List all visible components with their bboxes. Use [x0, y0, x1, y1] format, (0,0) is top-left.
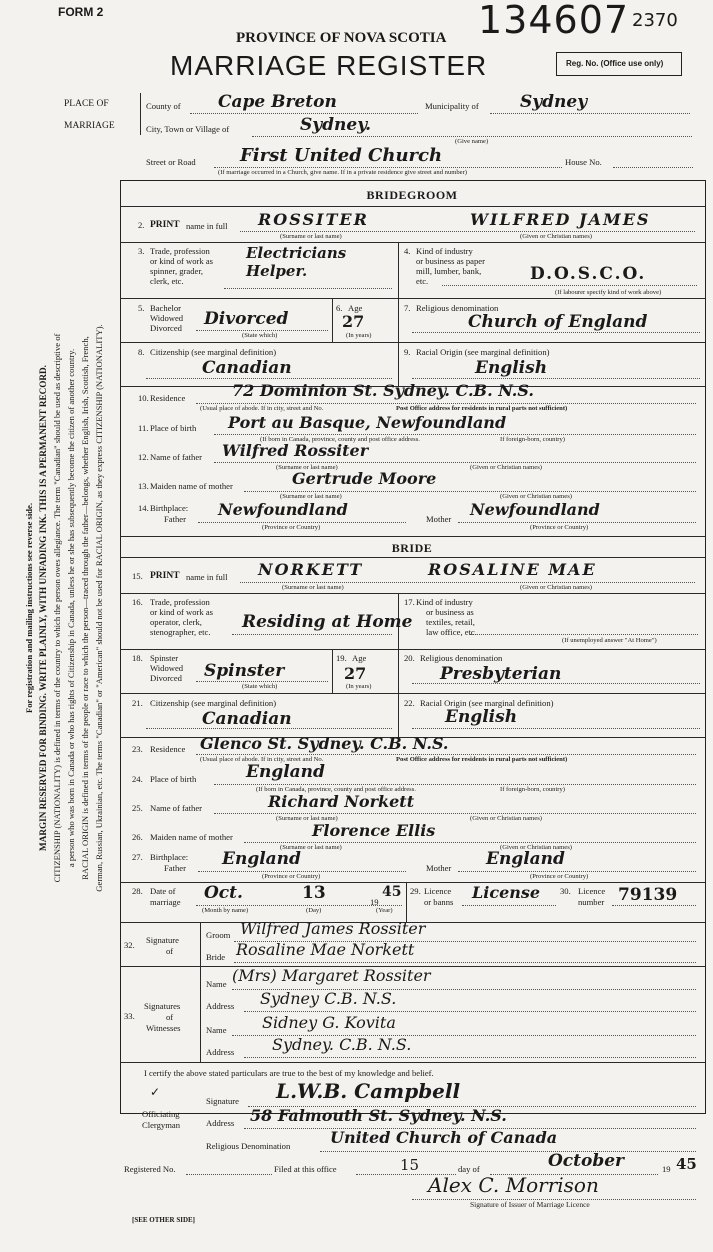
birth-note: (If born in Canada, province, county and post office address. — [260, 436, 420, 443]
label-line: Divorced — [150, 673, 182, 683]
witness2-name-label: Name — [206, 1025, 227, 1035]
label-line: or business as paper — [416, 256, 485, 266]
rule — [224, 288, 392, 289]
birthplace-label: Birthplace: — [150, 852, 189, 862]
rule — [196, 754, 696, 755]
rule — [186, 1174, 272, 1175]
margin-instructions — [22, 158, 118, 1058]
rule — [412, 378, 700, 379]
rule — [120, 649, 705, 650]
clergy-address: 58 Falmouth St. Sydney. N.S. — [250, 1106, 507, 1125]
label-line: Spinster — [150, 653, 179, 663]
rule — [120, 593, 705, 594]
rule — [332, 649, 333, 693]
month-note: (Month by name) — [202, 907, 249, 914]
rule — [198, 871, 406, 872]
label-line: Trade, profession — [150, 597, 210, 607]
rule — [200, 966, 201, 1062]
item-number: 10. — [138, 393, 149, 403]
rule — [406, 882, 407, 922]
clergy-address-label: Address — [206, 1118, 235, 1128]
birthplace-label: Birthplace: — [150, 503, 189, 513]
bride-citizenship-value: Canadian — [202, 709, 292, 729]
rule — [120, 693, 705, 694]
father-note: (Surname or last name) — [276, 815, 338, 822]
father-label: Name of father — [150, 452, 203, 462]
birthplace-mother-label: Mother — [426, 514, 452, 524]
groom-racial-value: English — [475, 358, 548, 378]
city-label: City, Town or Village of — [146, 124, 230, 134]
licence-number-value: 79139 — [618, 885, 678, 905]
bride-racial-value: English — [445, 707, 518, 727]
label-line: Trade, profession — [150, 246, 210, 256]
father-note: (Surname or last name) — [276, 464, 338, 471]
racial-label: Racial Origin (see marginal definition) — [420, 698, 554, 708]
rule — [240, 582, 695, 583]
birth-label: Place of birth — [150, 423, 197, 433]
witness-label: Signatures — [144, 1001, 181, 1011]
bride-birth-value: England — [246, 762, 325, 782]
rule — [146, 378, 392, 379]
label-line: Kind of industry — [416, 246, 473, 256]
city-value: Sydney. — [300, 115, 372, 135]
rule — [214, 784, 696, 785]
item-number: 7. — [404, 303, 411, 313]
give-name-note: (Give name) — [455, 138, 489, 145]
residence-label: Residence — [150, 744, 186, 754]
rule — [196, 681, 328, 682]
bride-industry-label — [416, 597, 477, 637]
label-line: clerk, etc. — [150, 276, 184, 286]
birth-note-2: If foreign-born, country) — [500, 786, 565, 793]
form-number: FORM 2 — [58, 5, 104, 19]
issuer-label: Signature of Issuer of Marriage Licence — [470, 1200, 590, 1209]
item-number: 19. — [336, 653, 347, 663]
birthplace-father-label: Father — [164, 514, 186, 524]
filed-year: 45 — [676, 1155, 697, 1173]
mother-note: (Surname or last name) — [280, 844, 342, 851]
item-number: 28. — [132, 886, 143, 896]
age-note: (In years) — [346, 332, 372, 339]
label-line: Bachelor — [150, 303, 182, 313]
clergy-denomination: United Church of Canada — [330, 1128, 558, 1147]
groom-label: Groom — [206, 930, 231, 940]
item-number: 30. — [560, 886, 571, 896]
licence-no-label-2: number — [578, 897, 605, 907]
rule — [244, 842, 696, 843]
father-note-2: (Given or Christian names) — [470, 815, 542, 822]
label-line: Widowed — [150, 663, 184, 673]
item-number: 6. — [336, 303, 343, 313]
clergy-mark-icon: ✓ — [150, 1085, 161, 1099]
street-value: First United Church — [240, 145, 443, 166]
item-number: 33. — [124, 1011, 135, 1021]
rule — [120, 536, 705, 537]
item-number: 32. — [124, 940, 135, 950]
filed-month: October — [548, 1151, 625, 1171]
rule — [214, 813, 696, 814]
groom-residence-value: 72 Dominion St. Sydney. C.B. N.S. — [232, 381, 534, 400]
rule — [470, 634, 698, 635]
witness1-address: Sydney C.B. N.S. — [260, 989, 397, 1008]
signature-of-label: of — [166, 946, 174, 956]
register-number: 134607 — [478, 0, 630, 42]
item-number: 25. — [132, 803, 143, 813]
bride-religion-value: Presbyterian — [440, 664, 562, 684]
groom-surname: ROSSITER — [258, 210, 369, 229]
filed-day: 15 — [400, 1156, 420, 1174]
item-number: 8. — [138, 347, 145, 357]
religion-label: Religious denomination — [420, 653, 503, 663]
citizenship-label: Citizenship (see marginal definition) — [150, 698, 277, 708]
label-line: spinner, grader, — [150, 266, 204, 276]
mother-label: Maiden name of mother — [150, 481, 233, 491]
label-line: or business as — [426, 607, 474, 617]
item-number: 17. — [404, 597, 415, 607]
issuer-signature: Alex C. Morrison — [428, 1173, 599, 1197]
denomination-label: Religious Denomination — [206, 1141, 291, 1151]
rule — [200, 922, 201, 966]
clergy-signature-label: Signature — [206, 1096, 239, 1106]
rule — [332, 298, 333, 342]
bride-father-value: Richard Norkett — [268, 792, 415, 811]
groom-trade-value-1: Electricians — [246, 244, 347, 262]
bride-heading: BRIDE — [391, 541, 433, 555]
marriage-month: Oct. — [204, 883, 243, 903]
margin-line-4: a person who was born in Canada or who has rights of Citizenship in Canada, unless he or she has subsequently become the citizen of another country. — [66, 348, 76, 868]
label-line: or kind of work as — [150, 256, 214, 266]
age-label: Age — [352, 653, 367, 663]
marriage-year-prefix: 19 — [370, 897, 379, 907]
residence-note-bold: Post Office address for residents in rural parts not sufficient) — [396, 405, 568, 412]
groom-industry-label — [416, 246, 485, 286]
margin-line-6: German, Russian, Ukrainian, etc. The terms "Canadian" or "American" should not be used for RACIAL ORIGIN, as they express CITIZENSHIP (NATIONALITY). — [94, 324, 104, 892]
label-line: law office, etc. — [426, 627, 477, 637]
bride-status-value: Spinster — [204, 661, 285, 681]
surname-note: (Surname or last name) — [280, 233, 342, 240]
citizenship-label: Citizenship (see marginal definition) — [150, 347, 277, 357]
county-line — [190, 113, 418, 114]
street-note: (If marriage occurred in a Church, give name. If in a private residence give street and number) — [218, 169, 467, 176]
reg-no-box — [556, 52, 682, 76]
print-label: PRINT — [150, 571, 180, 581]
birth-note-2: If foreign-born, country) — [500, 436, 565, 443]
rule — [120, 206, 705, 207]
witness2-address-label: Address — [206, 1047, 235, 1057]
rule — [612, 905, 696, 906]
margin-line-2: MARGIN RESERVED FOR BINDING. WRITE PLAINLY, WITH UNFADING INK. THIS IS A PERMANENT RECORD. — [38, 365, 48, 851]
label-line: textiles, retail, — [426, 617, 475, 627]
groom-signature: Wilfred James Rossiter — [240, 919, 426, 938]
bride-status-label — [150, 653, 183, 683]
bride-surname: NORKETT — [258, 560, 364, 579]
margin-line-5: RACIAL ORIGIN is defined in terms of the people or race to which the person—traced through the father—belongs, whether English, Irish, Scottish, French, — [80, 336, 90, 880]
item-number: 15. — [132, 571, 143, 581]
groom-mother-value: Gertrude Moore — [292, 469, 437, 488]
rule — [442, 285, 697, 286]
street-label: Street or Road — [146, 157, 196, 167]
industry-note: (If unemployed answer "At Home") — [562, 637, 657, 644]
certify-text: I certify the above stated particulars are true to the best of my knowledge and belief. — [144, 1068, 434, 1078]
rule — [244, 491, 696, 492]
groom-industry-value: D.O.S.C.O. — [530, 264, 647, 284]
rule — [244, 1011, 696, 1012]
mother-label: Maiden name of mother — [150, 832, 233, 842]
rule — [458, 871, 696, 872]
bride-bp-father: England — [222, 849, 301, 869]
label-line: or kind of work as — [150, 607, 214, 617]
bp-note-2: (Province or Country) — [530, 873, 589, 880]
groom-age-value: 27 — [342, 312, 365, 331]
bride-label: Bride — [206, 952, 226, 962]
item-number: 14. — [138, 503, 149, 513]
residence-label: Residence — [150, 393, 186, 403]
clergy-signature: L.W.B. Campbell — [276, 1079, 461, 1103]
bride-trade-label — [150, 597, 213, 637]
birth-label: Place of birth — [150, 774, 197, 784]
item-number: 3. — [138, 246, 145, 256]
item-number: 20. — [404, 653, 415, 663]
bride-trade-value: Residing at Home — [242, 612, 413, 632]
filed-label: Filed at this office — [274, 1164, 337, 1174]
groom-status-label — [150, 303, 183, 333]
place-of-label: PLACE OF — [64, 99, 109, 109]
given-note: (Given or Christian names) — [520, 233, 592, 240]
rule — [320, 1151, 696, 1152]
industry-note: (If labourer specify kind of work above) — [555, 289, 662, 296]
bride-mother-value: Florence Ellis — [312, 821, 436, 840]
racial-label: Racial Origin (see marginal definition) — [416, 347, 550, 357]
label-line: mill, lumber, bank, — [416, 266, 482, 276]
witness-label-3: Witnesses — [146, 1023, 181, 1033]
bp-note-2: (Province or Country) — [530, 524, 589, 531]
municipality-label: Municipality of — [425, 101, 479, 111]
date-label: Date of — [150, 886, 176, 896]
status-note: (State which) — [242, 683, 278, 690]
rule — [120, 1062, 705, 1063]
father-note-2: (Given or Christian names) — [470, 464, 542, 471]
officiating-label: Officiating — [142, 1109, 180, 1119]
page-title: MARRIAGE REGISTER — [170, 50, 488, 81]
street-line — [214, 167, 562, 168]
witness1-address-label: Address — [206, 1001, 235, 1011]
residence-note-bold: Post Office address for residents in rural parts not sufficient) — [396, 756, 568, 763]
bride-residence-value: Glenco St. Sydney. C.B. N.S. — [200, 734, 449, 753]
item-number: 16. — [132, 597, 143, 607]
rule — [232, 634, 392, 635]
licence-no-label: Licence — [578, 886, 606, 896]
house-line — [613, 167, 693, 168]
rule — [196, 403, 696, 404]
item-number: 5. — [138, 303, 145, 313]
year-note: (Year) — [376, 907, 393, 914]
rule — [120, 242, 705, 243]
rule — [458, 522, 696, 523]
municipality-value: Sydney — [520, 92, 588, 112]
item-number: 27. — [132, 852, 143, 862]
label-line: Widowed — [150, 313, 184, 323]
item-number: 29. — [410, 886, 421, 896]
item-number: 18. — [132, 653, 143, 663]
filed-year-prefix: 19 — [662, 1164, 671, 1174]
witness2-address: Sydney. C.B. N.S. — [272, 1035, 412, 1054]
rule — [214, 434, 696, 435]
bp-note: (Province or Country) — [262, 873, 321, 880]
mother-note-2: (Given or Christian names) — [500, 493, 572, 500]
rule — [196, 905, 402, 906]
register-suffix: 2370 — [632, 10, 678, 31]
print-label: PRINT — [150, 220, 180, 230]
rule — [214, 462, 696, 463]
rule — [146, 728, 392, 729]
witness2-name: Sidney G. Kovita — [262, 1013, 396, 1032]
rule — [244, 1057, 696, 1058]
province-heading: PROVINCE OF NOVA SCOTIA — [236, 30, 447, 46]
rule — [398, 242, 399, 298]
groom-trade-label — [150, 246, 213, 286]
rule — [120, 342, 705, 343]
groom-given-names: WILFRED JAMES — [470, 210, 651, 229]
groom-status-value: Divorced — [204, 309, 289, 329]
licence-label: Licence — [424, 886, 452, 896]
county-value: Cape Breton — [218, 92, 337, 112]
groom-father-value: Wilfred Rossiter — [222, 441, 369, 460]
marriage-label: MARRIAGE — [64, 121, 115, 131]
see-other-side: [SEE OTHER SIDE] — [132, 1216, 196, 1224]
rule — [120, 298, 705, 299]
rule — [412, 683, 700, 684]
label-line: etc. — [416, 276, 429, 286]
day-note: (Day) — [306, 907, 322, 914]
birthplace-mother-label: Mother — [426, 863, 452, 873]
city-line — [252, 136, 692, 137]
residence-note: (Usual place of abode. If in city, street and No. — [200, 405, 324, 412]
groom-religion-value: Church of England — [468, 312, 648, 332]
witness1-name: (Mrs) Margaret Rossiter — [232, 966, 431, 985]
age-note: (In years) — [346, 683, 372, 690]
label-line: Kind of industry — [416, 597, 473, 607]
rule — [196, 330, 328, 331]
margin-line-3: CITIZENSHIP (NATIONALITY) is defined in terms of the country to which the person owes allegiance. The term "Canadian" should be used as descriptive of — [52, 333, 62, 883]
groom-birth-value: Port au Basque, Newfoundland — [228, 413, 507, 432]
name-in-full-label: name in full — [186, 572, 228, 582]
item-number: 22. — [404, 698, 415, 708]
groom-citizenship-value: Canadian — [202, 358, 292, 378]
reg-no-label: Reg. No. (Office use only) — [566, 59, 664, 68]
signature-label: Signature — [146, 935, 179, 945]
bride-bp-mother: England — [486, 849, 565, 869]
rule — [234, 962, 696, 963]
item-number: 9. — [404, 347, 411, 357]
marriage-day: 13 — [302, 883, 326, 903]
marriage-year: 45 — [382, 884, 402, 900]
witness-of-label: of — [166, 1012, 174, 1022]
item-number: 11. — [138, 423, 149, 433]
item-number: 13. — [138, 481, 149, 491]
given-note: (Given or Christian names) — [520, 584, 592, 591]
age-label: Age — [348, 303, 363, 313]
religion-label: Religious denomination — [416, 303, 499, 313]
house-no-label: House No. — [565, 157, 602, 167]
bp-note: (Province or Country) — [262, 524, 321, 531]
bride-signature: Rosaline Mae Norkett — [236, 940, 415, 959]
item-number: 2. — [138, 220, 145, 230]
item-number: 23. — [132, 744, 143, 754]
label-line: Divorced — [150, 323, 182, 333]
rule — [412, 728, 700, 729]
rule — [240, 231, 695, 232]
label-line: stenographer, etc. — [150, 627, 211, 637]
rule — [198, 522, 406, 523]
item-number: 12. — [138, 452, 149, 462]
surname-note: (Surname or last name) — [282, 584, 344, 591]
clergyman-label: Clergyman — [142, 1120, 181, 1130]
item-number: 26. — [132, 832, 143, 842]
mother-note: (Surname or last name) — [280, 493, 342, 500]
father-label: Name of father — [150, 803, 203, 813]
residence-note: (Usual place of abode. If in city, street and No. — [200, 756, 324, 763]
groom-trade-value-2: Helper. — [246, 262, 308, 280]
date-label-2: marriage — [150, 897, 181, 907]
bridegroom-heading: BRIDEGROOM — [366, 188, 458, 202]
rule — [462, 905, 556, 906]
item-number: 21. — [132, 698, 143, 708]
label-line: operator, clerk, — [150, 617, 202, 627]
item-number: 4. — [404, 246, 411, 256]
municipality-line — [490, 113, 690, 114]
birth-note: (If born in Canada, province, county and post office address. — [256, 786, 416, 793]
bride-given-names: ROSALINE MAE — [428, 560, 597, 579]
rule — [412, 332, 700, 333]
registered-no-label: Registered No. — [124, 1164, 176, 1174]
birthplace-father-label: Father — [164, 863, 186, 873]
groom-bp-mother: Newfoundland — [470, 500, 600, 519]
mother-note-2: (Given or Christian names) — [500, 844, 572, 851]
rule — [120, 557, 705, 558]
groom-bp-father: Newfoundland — [218, 500, 348, 519]
licence-value: License — [472, 883, 541, 902]
status-note: (State which) — [242, 332, 278, 339]
day-of-label: day of — [458, 1164, 480, 1174]
licence-label-2: or banns — [424, 897, 454, 907]
bride-age-value: 27 — [344, 664, 367, 683]
witness1-name-label: Name — [206, 979, 227, 989]
name-in-full-label: name in full — [186, 221, 228, 231]
item-number: 24. — [132, 774, 143, 784]
county-label: County of — [146, 101, 181, 111]
margin-line-1: For registration and mailing instructions see reverse side. — [24, 502, 34, 714]
place-bracket — [140, 93, 141, 135]
